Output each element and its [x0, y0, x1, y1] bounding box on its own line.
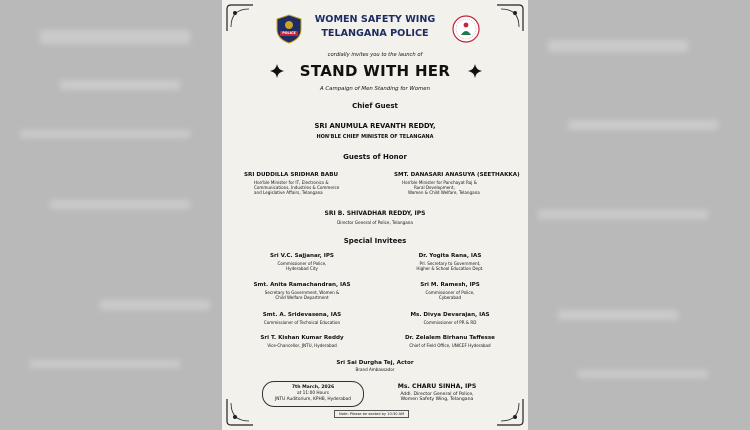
brand-ambassador-name: Sri Sai Durgha Tej, Actor	[336, 360, 414, 366]
blurred-background-right	[528, 0, 750, 430]
invitee-name: Sri V.C. Sajjanar, IPS	[270, 253, 334, 259]
invitee-left	[242, 253, 362, 271]
guest-role-line: Director General of Police, Telangana	[337, 220, 413, 225]
invitee-role-line: Commissioner of Police,	[277, 261, 327, 266]
guest-role-line: Communications, Industries & Commerce	[254, 185, 340, 190]
chief-guest-heading: Chief Guest	[352, 102, 398, 110]
seating-note: Note: Please be seated by 10:30 AM	[334, 410, 409, 418]
event-venue: JNTU Auditorium, KPHB, Hyderabad	[274, 397, 352, 402]
org-line-2: TELANGANA POLICE	[321, 28, 429, 39]
guest-role-line: Hon'ble Minister for Panchayat Raj &	[402, 180, 477, 185]
guest-role-line: Women & Child Welfare, Telangana	[408, 190, 480, 195]
invite-text: cordially invites you to the launch of	[327, 52, 423, 58]
invitation-card	[222, 0, 528, 430]
corner-ornament-icon	[225, 397, 255, 427]
special-invitees-heading: Special Invitees	[343, 237, 407, 245]
invitee-role-line: Higher & School Education Dept.	[416, 266, 484, 271]
invitee-role-line: Prl. Secretary to Government,	[419, 261, 481, 266]
corner-ornament-icon	[495, 3, 525, 33]
invitee-role-line: Hyderabad City	[286, 266, 318, 271]
invitee-right	[388, 253, 512, 271]
invitee-role-line: Commissioner of Technical Education	[263, 320, 341, 325]
event-date: 7th March, 2026	[291, 385, 335, 390]
invitee-role-line: Secretary to Government, Women &	[264, 290, 340, 295]
invitee-name: Smt. A. Sridevasena, IAS	[262, 312, 342, 318]
invitee-right	[388, 335, 512, 348]
guests-of-honor-heading: Guests of Honor	[343, 153, 407, 161]
host-role-line: Women Safety Wing, Telangana	[400, 397, 474, 402]
invitee-left	[242, 335, 362, 348]
corner-ornament-icon	[225, 3, 255, 33]
invitee-name: Ms. Divya Devarajan, IAS	[410, 312, 490, 318]
invitee-name: Dr. Yogita Rana, IAS	[418, 253, 482, 259]
invitee-left	[242, 312, 362, 325]
guest-name: SRI B. SHIVADHAR REDDY, IPS	[324, 210, 426, 217]
invitee-name: Dr. Zelalem Birhanu Taffesse	[405, 335, 495, 341]
invitee-role-line: Child Welfare Department	[275, 295, 329, 300]
invitee-name: Smt. Anita Ramachandran, IAS	[253, 282, 351, 288]
badge-text: POLICE	[282, 31, 296, 35]
invitee-name: Sri T. Kishan Kumar Reddy	[260, 335, 344, 341]
invitee-right	[388, 312, 512, 325]
guest-name: SMT. DANASARI ANASUYA (SEETHAKKA)	[394, 172, 520, 178]
guest-role-line: and Legislative Affairs, Telangana	[254, 190, 323, 195]
invitee-left	[242, 282, 362, 300]
event-details-box	[262, 381, 364, 407]
host	[362, 383, 512, 402]
guest-of-honor-center	[222, 210, 528, 225]
event-time: at 11:00 Hours	[296, 391, 330, 396]
host-role-line: Addl. Director General of Police,	[400, 392, 474, 397]
invitee-role-line: Cyberabad	[438, 295, 462, 300]
invitee-role-line: Commissioner of Police,	[425, 290, 475, 295]
guest-role-line: Hon'ble Minister for IT, Electronics &	[254, 180, 329, 185]
invitee-role-line: Chief of Field Office, UNICEF Hyderabad	[409, 343, 491, 348]
guest-of-honor-left	[244, 172, 339, 195]
chief-guest-role: HON'BLE CHIEF MINISTER OF TELANGANA	[316, 134, 434, 140]
brand-ambassador-role: Brand Ambassador	[355, 367, 395, 372]
invitee-right	[388, 282, 512, 300]
invitee-role-line: Commissioner of PR & RD	[423, 320, 477, 325]
chief-guest-name: SRI ANUMULA REVANTH REDDY,	[314, 122, 436, 130]
campaign-subtitle: A Campaign of Men Standing for Women	[320, 86, 430, 92]
campaign-title: STAND WITH HER	[299, 62, 451, 80]
org-line-1: WOMEN SAFETY WING	[314, 14, 436, 25]
guest-name: SRI DUDDILLA SRIDHAR BABU	[244, 172, 339, 178]
invitee-role-line: Vice-Chancellor, JNTU, Hyderabad	[267, 343, 337, 348]
host-name: Ms. CHARU SINHA, IPS	[397, 383, 477, 390]
brand-ambassador	[222, 360, 528, 372]
invitee-name: Sri M. Ramesh, IPS	[420, 282, 480, 288]
guest-role-line: Rural Development,	[414, 185, 455, 190]
guest-of-honor-right	[396, 172, 520, 195]
blurred-background-left	[0, 0, 222, 430]
